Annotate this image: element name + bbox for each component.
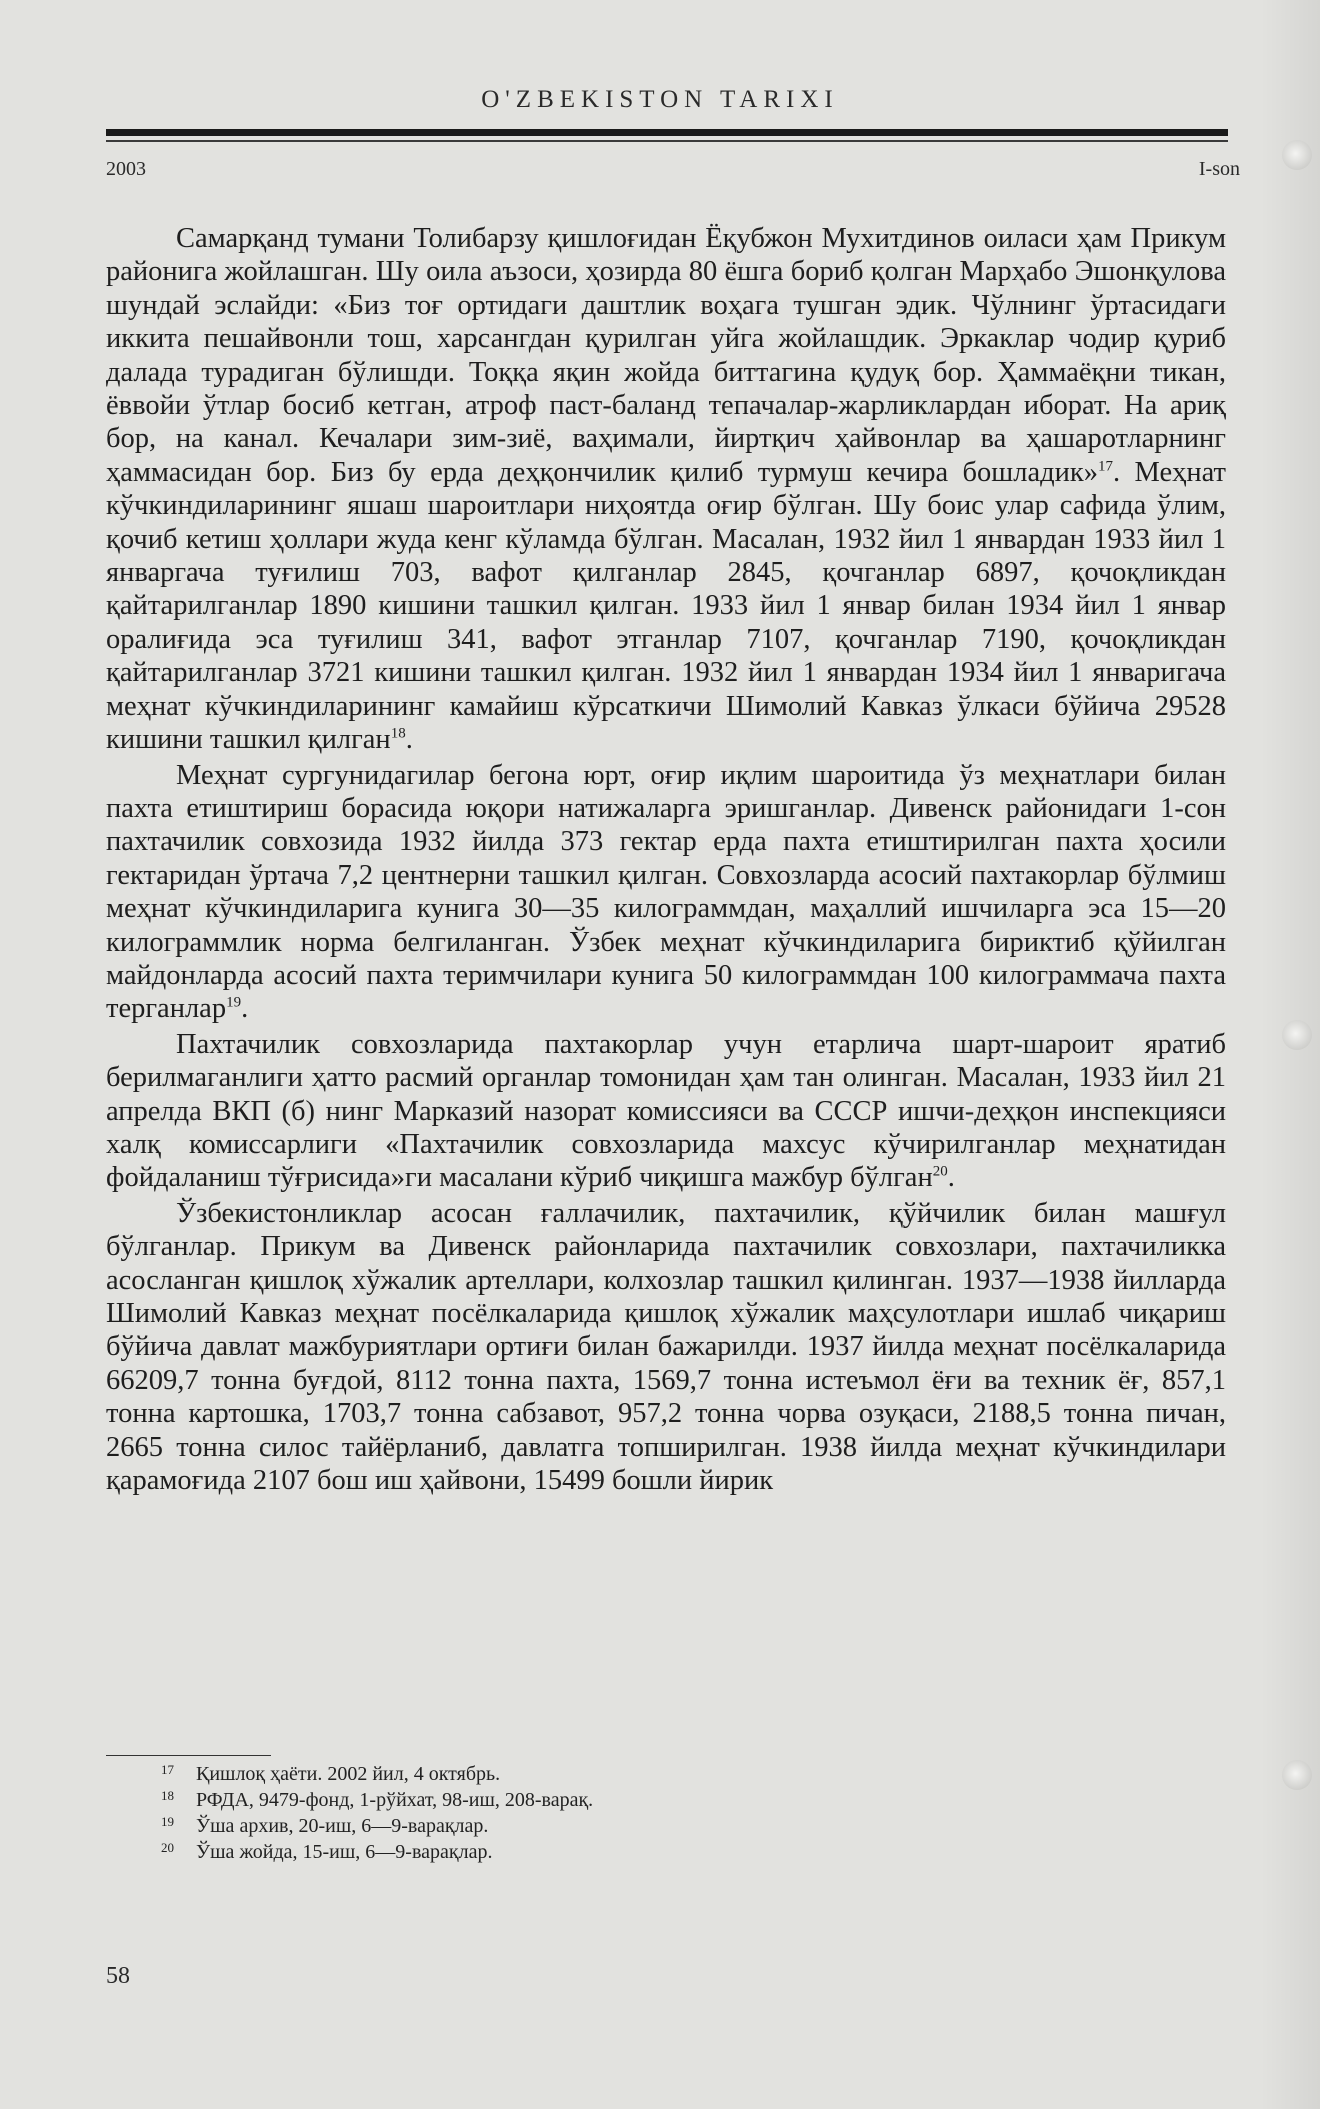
footnote	[106, 1787, 1006, 1813]
running-year: 2003	[106, 158, 146, 180]
body-paragraph	[106, 1197, 1226, 1498]
body-paragraph	[106, 222, 1226, 757]
page-number: 58	[106, 1963, 130, 1989]
scan-edge-shadow	[1260, 0, 1320, 2109]
footnote-ref: 18	[390, 725, 406, 742]
footnote-text: Ўша архив, 20-иш, 6—9-варақлар.	[196, 1815, 489, 1837]
footnote-number: 20	[161, 1840, 174, 1855]
footnotes	[106, 1761, 1006, 1865]
journal-title: O'ZBEKISTON TARIXI	[481, 86, 839, 113]
footnote-text: РФДА, 9479-фонд, 1-рўйхат, 98-иш, 208-варақ.	[196, 1789, 594, 1811]
header-rule	[106, 129, 1228, 136]
paragraph-text: .	[241, 993, 249, 1025]
footnote-ref: 20	[932, 1163, 948, 1180]
footnote-number: 17	[161, 1762, 174, 1777]
binding-hole	[1282, 140, 1312, 170]
footnote	[106, 1761, 1006, 1787]
paragraph-text: Пахтачилик совхозларида пахтакорлар учун етарлича шарт-шароит яратиб берилмаганлиги ҳатто расмий органлар томонидан ҳам тан олинган. Масалан, 1933 йил 21 апрелда ВКП (б) нинг Марказий назорат комиссияси ва СССР ишчи-деҳқон инспекцияси халқ комиссарлиги «Пахтачилик совхозларида махсус кўчирилганлар меҳнатидан фойдаланиш тўғрисида»ги масалани кўриб чиқишга мажбур бўлган	[106, 1028, 1226, 1194]
binding-hole	[1282, 1020, 1312, 1050]
paragraph-text: . Меҳнат кўчкиндиларининг яшаш шароитлари ниҳоятда оғир бўлган. Шу боис улар сафида ўлим, қочиб кетиш ҳоллари жуда кенг кўламда бўлган. Масалан, 1932 йил 1 январдан 1933 йил 1 январгача туғилиш 703, вафот қилганлар 2845, қочганлар 6897, қочоқликдан қайтарилганлар 1890 кишини ташкил қилган. 1933 йил 1 январ билан 1934 йил 1 январ оралиғида эса туғилиш 341, вафот этганлар 7107, қочганлар 7190, қочоқликдан қайтарилганлар 3721 кишини ташкил қилган. 1932 йил 1 январдан 1934 йил 1 январигача меҳнат кўчкиндиларининг камайиш кўрсаткичи Шимолий Кавказ ўлкаси бўйича 29528 кишини ташкил қилган	[106, 456, 1227, 756]
footnote-number: 18	[161, 1788, 174, 1803]
body-paragraph	[106, 1028, 1226, 1195]
footnote-ref: 19	[226, 994, 242, 1011]
header-rule-thin	[106, 140, 1228, 142]
binding-hole	[1282, 1760, 1312, 1790]
footnote	[106, 1813, 1006, 1839]
footnote-number: 19	[161, 1814, 174, 1829]
article-body	[106, 222, 1226, 1497]
footnote	[106, 1839, 1006, 1865]
paragraph-text: Самарқанд тумани Толибарзу қишлоғидан Ёқубжон Мухитдинов оиласи ҳам Прикум районига жойлашган. Шу оила аъзоси, ҳозирда 80 ёшга бориб қолган Марҳабо Эшонқулова шундай эслайди: «Биз тоғ ортидаги даштлик воҳага тушган эдик. Чўлнинг ўртасидаги иккита пешайвонли тош, харсангдан қурилган уйга жойлашдик. Эркаклар чодир қуриб далада турадиган бўлишди. Тоққа яқин жойда биттагина қудуқ бор. Ҳаммаёқни тикан, ёввойи ўтлар босиб кетган, атроф паст-баланд тепачалар-жарликлардан иборат. На ариқ бор, на канал. Кечалари зим-зиё, ваҳимали, йиртқич ҳайвонлар ва ҳашаротларнинг ҳаммасидан бор. Биз бу ерда деҳқончилик қилиб турмуш кечира бошладик»	[106, 223, 1226, 488]
paragraph-text: Ўзбекистонликлар асосан ғаллачилик, пахтачилик, қўйчилик билан машғул бўлганлар. Прикум ва Дивенск районларида пахтачилик совхозлари, пахтачиликка асосланган қишлоқ хўжалик артеллари, колхозлар ташкил қилинган. 1937—1938 йилларда Шимолий Кавказ меҳнат посёлкаларида қишлоқ хўжалик маҳсулотлари ишлаб чиқариш бўйича давлат мажбуриятлари ортиғи билан бажарилди. 1937 йилда меҳнат посёлкаларида 66209,7 тонна буғдой, 8112 тонна пахта, 1569,7 тонна истеъмол ёғи ва техник ёғ, 857,1 тонна картошка, 1703,7 тонна сабзавот, 957,2 тонна чорва озуқаси, 2188,5 тонна пичан, 2665 тонна силос тайёрланиб, давлатга топширилган. 1938 йилда меҳнат кўчкиндилари қарамоғида 2107 бош иш ҳайвони, 15499 бошли йирик	[106, 1197, 1226, 1497]
paragraph-text: .	[405, 724, 413, 756]
body-paragraph	[106, 759, 1226, 1026]
paragraph-text: .	[947, 1162, 955, 1194]
paragraph-text: Меҳнат сургунидагилар бегона юрт, оғир иқлим шароитида ўз меҳнатлари билан пахта етиштириш борасида юқори натижаларга эришганлар. Дивенск районидаги 1-сон пахтачилик совхозида 1932 йилда 373 гектар ерда пахта етиштирилган пахта ҳосили гектаридан ўртача 7,2 центнерни ташкил қилган. Совхозларда асосий пахтакорлар бўлмиш меҳнат кўчкиндиларига кунига 30—35 килограммдан, маҳаллий ишчиларга эса 15—20 килограммлик норма белгиланган. Ўзбек меҳнат кўчкиндиларига бириктиб қўйилган майдонларда асосий пахта теримчилари кунига 50 килограммдан 100 килограммача пахта терганлар	[106, 759, 1226, 1025]
footnote-separator	[106, 1755, 271, 1756]
running-issue: I-son	[1198, 158, 1240, 180]
footnote-text: Ўша жойда, 15-иш, 6—9-варақлар.	[196, 1841, 493, 1863]
footnote-ref: 17	[1097, 458, 1113, 475]
footnote-text: Қишлоқ ҳаёти. 2002 йил, 4 октябрь.	[196, 1763, 501, 1785]
